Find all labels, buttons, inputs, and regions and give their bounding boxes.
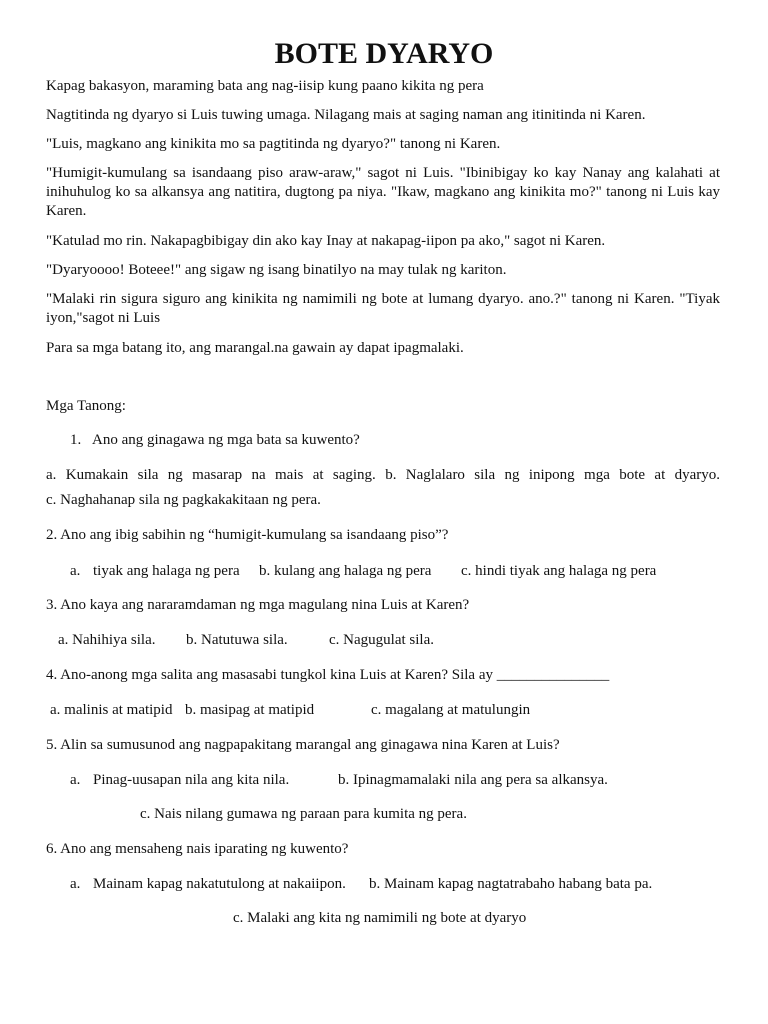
story-paragraph-3: "Luis, magkano ang kinikita mo sa pagtitinda ng dyaryo?" tanong ni Karen. (46, 136, 501, 152)
question-1-choice-a[interactable]: a. Kumakain sila ng masarap na mais at saging. (46, 467, 376, 483)
story-paragraph-2: Nagtitinda ng dyaryo si Luis tuwing umaga. Nilagang mais at saging naman ang itinitinda ni Karen. (46, 107, 646, 123)
question-6: 6. Ano ang mensaheng nais iparating ng kuwento? (46, 841, 349, 857)
question-6-choice-a[interactable]: Mainam kapag nakatutulong at nakaiipon. (93, 876, 346, 892)
question-2-choice-c[interactable]: c. hindi tiyak ang halaga ng pera (461, 563, 657, 579)
question-2-choice-b[interactable]: b. kulang ang halaga ng pera (259, 563, 432, 579)
document-title: BOTE DYARYO (274, 37, 494, 70)
question-5: 5. Alin sa sumusunod ang nagpapakitang marangal ang ginagawa nina Karen at Luis? (46, 737, 560, 753)
question-1-number: 1. (70, 432, 82, 448)
question-1-choice-c[interactable]: c. Naghahanap sila ng pagkakakitaan ng pera. (46, 492, 321, 508)
question-3-choice-a[interactable]: a. Nahihiya sila. (58, 632, 156, 648)
story-paragraph-8: Para sa mga batang ito, ang marangal.na gawain ay dapat ipagmalaki. (46, 340, 464, 356)
question-3-choice-c[interactable]: c. Nagugulat sila. (329, 632, 434, 648)
question-3-choice-b[interactable]: b. Natutuwa sila. (186, 632, 288, 648)
question-1-text: Ano ang ginagawa ng mga bata sa kuwento? (92, 432, 360, 448)
question-4-choice-a[interactable]: a. malinis at matipid (50, 702, 173, 718)
question-2: 2. Ano ang ibig sabihin ng “humigit-kumulang sa isandaang piso”? (46, 527, 449, 543)
question-4-choice-c[interactable]: c. magalang at matulungin (371, 702, 531, 718)
question-5-choice-a-marker: a. (70, 772, 81, 788)
question-1-choices-row (46, 466, 720, 485)
question-3: 3. Ano kaya ang nararamdaman ng mga magulang nina Luis at Karen? (46, 597, 470, 613)
question-1-choice-b[interactable]: b. Naglalaro sila ng inipong mga bote at dyaryo. (385, 467, 721, 483)
question-5-choice-a[interactable]: Pinag-uusapan nila ang kita nila. (93, 772, 290, 788)
questions-heading: Mga Tanong: (46, 398, 126, 414)
story-paragraph-6: "Dyaryoooo! Boteee!" ang sigaw ng isang binatilyo na may tulak ng kariton. (46, 262, 507, 278)
question-1 (70, 431, 360, 450)
question-2-choice-a-marker: a. (70, 563, 81, 579)
question-5-choice-c[interactable]: c. Nais nilang gumawa ng paraan para kumita ng pera. (140, 806, 467, 822)
question-6-choice-a-marker: a. (70, 876, 81, 892)
question-4-choice-b[interactable]: b. masipag at matipid (185, 702, 315, 718)
story-paragraph-1: Kapag bakasyon, maraming bata ang nag-iisip kung paano kikita ng pera (46, 78, 484, 94)
story-paragraph-4: "Humigit-kumulang sa isandaang piso araw-araw," sagot ni Luis. "Ibinibigay ko kay Nanay ang kalahati at inihuhulog ko sa alkansya ang natitira, dugtong pa niya. "Ikaw, magkano ang kinikita mo?" tanong ni Luis kay Karen. (46, 165, 720, 219)
story-paragraph-7: "Malaki rin sigura siguro ang kinikita ng namimili ng bote at lumang dyaryo. ano.?" tanong ni Karen. "Tiyak iyon,"sagot ni Luis (46, 291, 720, 326)
question-6-choice-b[interactable]: b. Mainam kapag nagtatrabaho habang bata pa. (369, 876, 653, 892)
question-6-choice-c[interactable]: c. Malaki ang kita ng namimili ng bote at dyaryo (233, 910, 527, 926)
question-4: 4. Ano-anong mga salita ang masasabi tungkol kina Luis at Karen? Sila ay _______________ (46, 667, 610, 683)
story-paragraph-5: "Katulad mo rin. Nakapagbibigay din ako kay Inay at nakapag-iipon pa ako," sagot ni Karen. (46, 233, 606, 249)
question-2-choice-a[interactable]: tiyak ang halaga ng pera (93, 563, 240, 579)
question-5-choice-b[interactable]: b. Ipinagmamalaki nila ang pera sa alkansya. (338, 772, 608, 788)
